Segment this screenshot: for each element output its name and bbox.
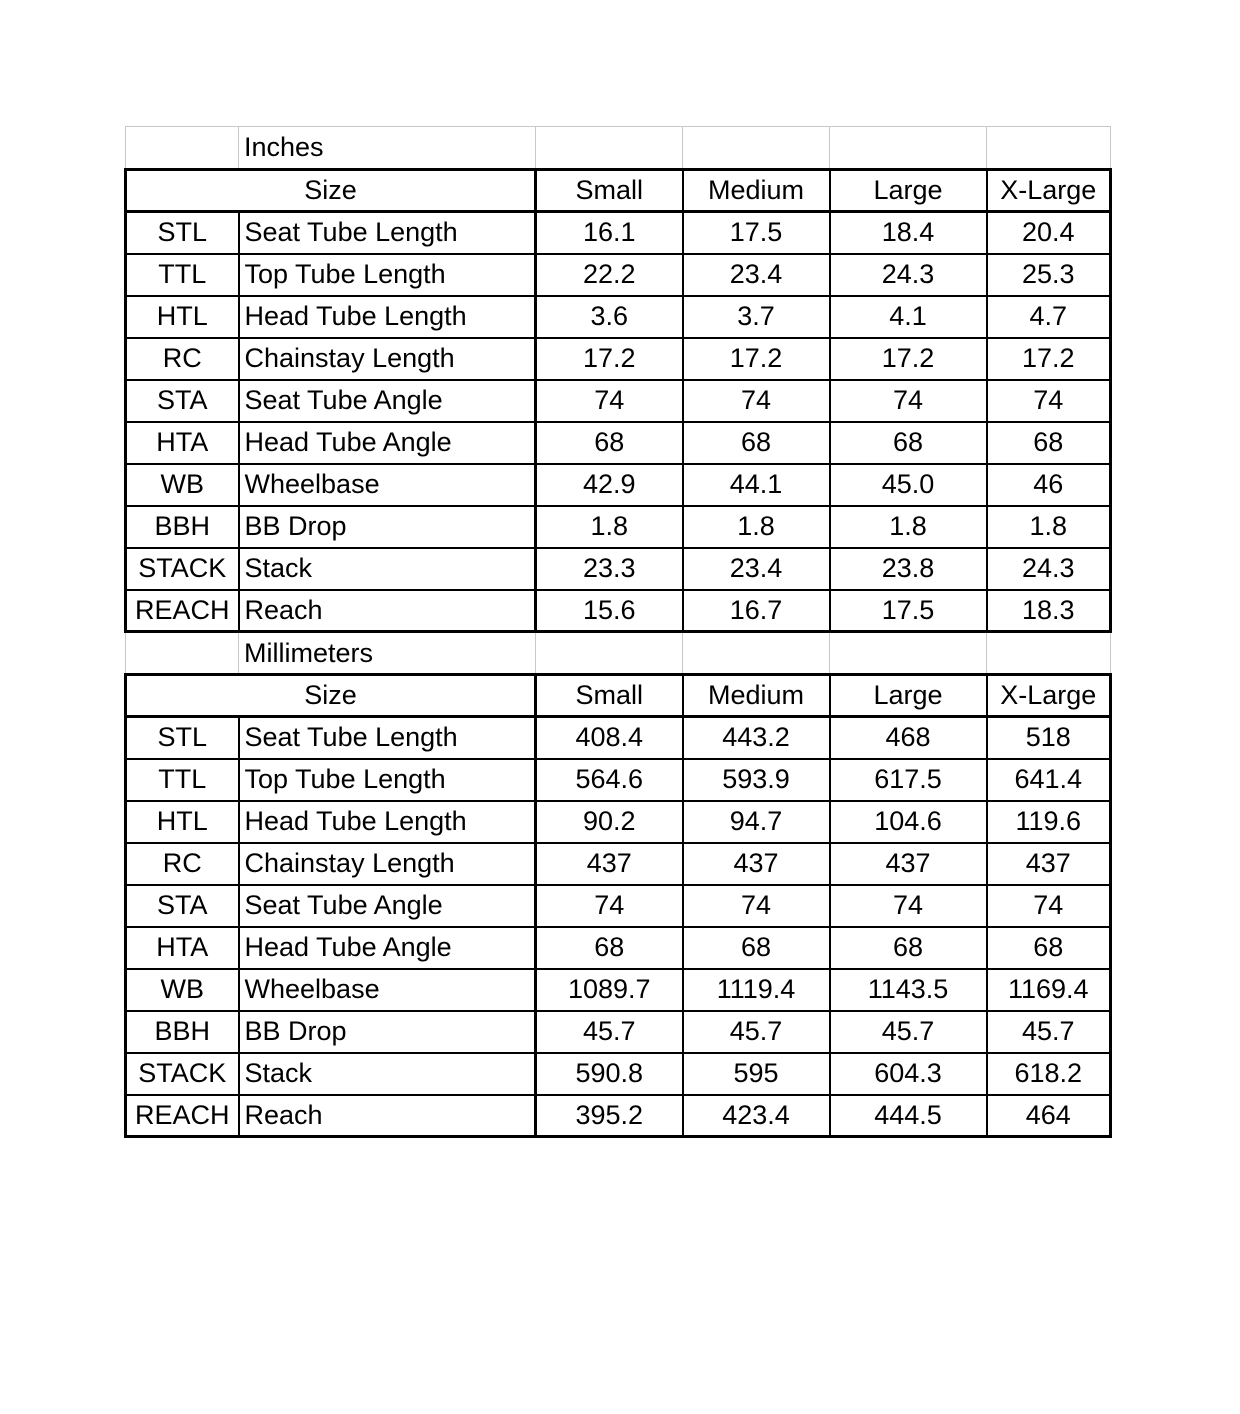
blank-cell [830,632,987,675]
measure-value: 1119.4 [683,969,830,1011]
size-column-header: Large [830,170,987,212]
measure-value: 68 [987,927,1111,969]
measure-abbr: STL [126,717,239,759]
measure-value: 604.3 [830,1053,987,1095]
measure-value: 45.7 [830,1011,987,1053]
measure-name: Reach [239,590,536,632]
measure-value: 68 [830,422,987,464]
measure-value: 68 [987,422,1111,464]
measure-value: 1.8 [987,506,1111,548]
unit-label: Inches [239,127,536,170]
measure-value: 74 [830,380,987,422]
blank-cell [683,127,830,170]
size-column-header: X-Large [987,675,1111,717]
blank-cell [987,632,1111,675]
size-header: Size [126,675,536,717]
geometry-block [126,675,1111,1137]
size-header-row [126,675,1111,717]
measure-abbr: HTA [126,422,239,464]
measure-value: 618.2 [987,1053,1111,1095]
measure-name: Chainstay Length [239,843,536,885]
measure-abbr: STACK [126,1053,239,1095]
measure-value: 437 [683,843,830,885]
measure-name: Stack [239,1053,536,1095]
measure-value: 617.5 [830,759,987,801]
measure-value: 17.2 [830,338,987,380]
blank-cell [126,127,239,170]
size-header: Size [126,170,536,212]
measure-value: 24.3 [830,254,987,296]
measure-name: Top Tube Length [239,254,536,296]
unit-row-group [126,632,1111,675]
measure-value: 408.4 [536,717,683,759]
measure-value: 395.2 [536,1095,683,1137]
measure-name: Top Tube Length [239,759,536,801]
measure-abbr: STL [126,212,239,254]
measure-value: 18.4 [830,212,987,254]
table-row [126,590,1111,632]
measure-abbr: STA [126,885,239,927]
table-row [126,1053,1111,1095]
table-row [126,969,1111,1011]
measure-abbr: WB [126,969,239,1011]
measure-abbr: HTL [126,801,239,843]
measure-value: 444.5 [830,1095,987,1137]
measure-value: 68 [683,927,830,969]
measure-value: 16.1 [536,212,683,254]
measure-value: 45.7 [683,1011,830,1053]
table-row [126,464,1111,506]
measure-name: Wheelbase [239,969,536,1011]
table-row [126,296,1111,338]
measure-name: Wheelbase [239,464,536,506]
measure-value: 1169.4 [987,969,1111,1011]
measure-value: 22.2 [536,254,683,296]
measure-value: 18.3 [987,590,1111,632]
measure-value: 74 [683,885,830,927]
measure-abbr: HTA [126,927,239,969]
measure-abbr: WB [126,464,239,506]
table-row [126,506,1111,548]
measure-abbr: TTL [126,254,239,296]
measure-value: 74 [683,380,830,422]
measure-value: 94.7 [683,801,830,843]
measure-value: 68 [683,422,830,464]
measure-name: Stack [239,548,536,590]
measure-value: 1.8 [683,506,830,548]
measure-name: BB Drop [239,506,536,548]
measure-name: BB Drop [239,1011,536,1053]
measure-name: Seat Tube Angle [239,885,536,927]
table-row [126,927,1111,969]
measure-value: 45.7 [536,1011,683,1053]
size-column-header: X-Large [987,170,1111,212]
measure-value: 74 [830,885,987,927]
measure-name: Head Tube Angle [239,422,536,464]
size-column-header: Small [536,170,683,212]
measure-value: 23.4 [683,254,830,296]
measure-value: 437 [830,843,987,885]
measure-value: 3.7 [683,296,830,338]
measure-value: 518 [987,717,1111,759]
measure-value: 104.6 [830,801,987,843]
measure-value: 24.3 [987,548,1111,590]
table-row [126,380,1111,422]
measure-value: 3.6 [536,296,683,338]
blank-cell [830,127,987,170]
size-header-row [126,170,1111,212]
measure-value: 44.1 [683,464,830,506]
measure-abbr: BBH [126,1011,239,1053]
measure-value: 593.9 [683,759,830,801]
measure-value: 23.8 [830,548,987,590]
table-row [126,548,1111,590]
measure-value: 74 [536,885,683,927]
geometry-sheet [124,126,1112,1138]
table-row [126,759,1111,801]
measure-value: 437 [987,843,1111,885]
table-row [126,254,1111,296]
measure-name: Head Tube Length [239,801,536,843]
measure-name: Seat Tube Angle [239,380,536,422]
measure-name: Reach [239,1095,536,1137]
measure-value: 16.7 [683,590,830,632]
table-row [126,1011,1111,1053]
measure-value: 4.7 [987,296,1111,338]
measure-value: 564.6 [536,759,683,801]
measure-value: 68 [536,927,683,969]
measure-value: 74 [536,380,683,422]
measure-name: Head Tube Length [239,296,536,338]
measure-abbr: RC [126,843,239,885]
size-column-header: Small [536,675,683,717]
measure-value: 17.5 [830,590,987,632]
unit-row [126,127,1111,170]
unit-row-group [126,127,1111,170]
measure-abbr: REACH [126,590,239,632]
measure-value: 423.4 [683,1095,830,1137]
measure-value: 23.3 [536,548,683,590]
measure-value: 68 [830,927,987,969]
measure-value: 468 [830,717,987,759]
measure-value: 119.6 [987,801,1111,843]
measure-abbr: BBH [126,506,239,548]
blank-cell [126,632,239,675]
measure-value: 17.2 [536,338,683,380]
measure-value: 17.2 [683,338,830,380]
geometry-table [124,126,1112,1138]
blank-cell [536,632,683,675]
measure-abbr: STACK [126,548,239,590]
blank-cell [536,127,683,170]
measure-value: 15.6 [536,590,683,632]
measure-value: 1.8 [536,506,683,548]
measure-value: 45.7 [987,1011,1111,1053]
measure-value: 443.2 [683,717,830,759]
measure-abbr: RC [126,338,239,380]
blank-cell [683,632,830,675]
measure-abbr: TTL [126,759,239,801]
unit-label: Millimeters [239,632,536,675]
blank-cell [987,127,1111,170]
measure-value: 74 [987,885,1111,927]
measure-abbr: REACH [126,1095,239,1137]
table-row [126,717,1111,759]
table-row [126,1095,1111,1137]
table-row [126,212,1111,254]
measure-value: 23.4 [683,548,830,590]
table-row [126,338,1111,380]
measure-value: 1143.5 [830,969,987,1011]
size-column-header: Medium [683,170,830,212]
table-row [126,422,1111,464]
measure-value: 464 [987,1095,1111,1137]
measure-value: 641.4 [987,759,1111,801]
measure-abbr: STA [126,380,239,422]
measure-value: 68 [536,422,683,464]
size-column-header: Medium [683,675,830,717]
size-column-header: Large [830,675,987,717]
measure-value: 4.1 [830,296,987,338]
measure-value: 46 [987,464,1111,506]
measure-name: Chainstay Length [239,338,536,380]
measure-value: 1.8 [830,506,987,548]
measure-value: 437 [536,843,683,885]
measure-name: Head Tube Angle [239,927,536,969]
geometry-block [126,170,1111,632]
table-row [126,843,1111,885]
table-row [126,801,1111,843]
measure-value: 595 [683,1053,830,1095]
table-row [126,885,1111,927]
measure-value: 590.8 [536,1053,683,1095]
measure-value: 42.9 [536,464,683,506]
measure-value: 17.2 [987,338,1111,380]
measure-abbr: HTL [126,296,239,338]
measure-value: 25.3 [987,254,1111,296]
measure-value: 74 [987,380,1111,422]
measure-value: 20.4 [987,212,1111,254]
measure-value: 45.0 [830,464,987,506]
measure-name: Seat Tube Length [239,212,536,254]
measure-value: 1089.7 [536,969,683,1011]
measure-name: Seat Tube Length [239,717,536,759]
unit-row [126,632,1111,675]
measure-value: 17.5 [683,212,830,254]
measure-value: 90.2 [536,801,683,843]
